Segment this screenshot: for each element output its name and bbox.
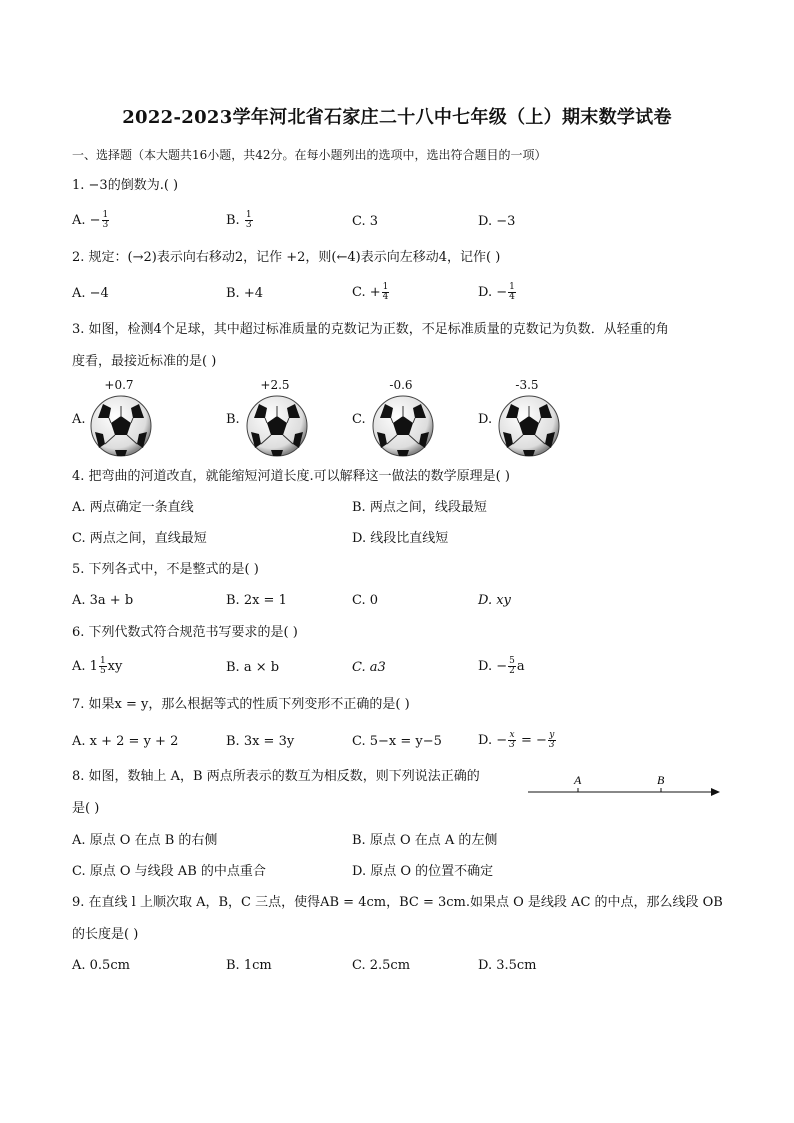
question-1-option-c: C. 3: [352, 214, 379, 229]
question-3-option-a: A.: [72, 412, 86, 427]
question-9-option-a: A. 0.5cm: [72, 958, 130, 973]
question-2-option-b: B. +4: [226, 286, 263, 301]
ball-d-mass-label: -3.5: [515, 378, 539, 392]
question-1-option-a: A. − $\frac{1}{3}$: [72, 210, 109, 230]
ball-c-mass-label: -0.6: [389, 378, 413, 392]
soccer-ball-icon: [89, 394, 153, 458]
question-8-stem-line-2: 是( ): [72, 801, 100, 816]
question-5-stem: 5. 下列各式中，不是整式的是( ): [72, 562, 259, 577]
question-8-option-c: C. 原点 O 与线段 AB 的中点重合: [72, 864, 266, 879]
question-2-stem: 2. 规定：(→2)表示向右移动2，记作 +2，则(←4)表示向左移动4，记作( ): [72, 250, 501, 265]
question-3-option-d: D.: [478, 412, 493, 427]
question-6-stem: 6. 下列代数式符合规范书写要求的是( ): [72, 625, 298, 640]
point-a-label: A: [574, 773, 582, 787]
question-4-option-b: B. 两点之间，线段最短: [352, 500, 487, 515]
question-1-option-d: D. −3: [478, 214, 516, 229]
question-2-option-a: A. −4: [72, 286, 109, 301]
question-4-option-d: D. 线段比直线短: [352, 531, 449, 546]
question-5-option-c: C. 0: [352, 593, 379, 608]
question-2-option-c: C. + $\frac{1}{4}$: [352, 282, 389, 302]
question-8-option-b: B. 原点 O 在点 A 的左侧: [352, 833, 498, 848]
question-5-option-a: A. 3a + b: [72, 593, 134, 608]
question-5-option-d: D. xy: [478, 593, 511, 608]
question-4-stem: 4. 把弯曲的河道改直，就能缩短河道长度.可以解释这一做法的数学原理是( ): [72, 469, 510, 484]
question-8-option-d: D. 原点 O 的位置不确定: [352, 864, 494, 879]
question-9-stem-line-1: 9. 在直线 l 上顺次取 A，B，C 三点，使得AB = 4cm，BC = 3cm.如果点 O 是线段 AC 的中点，那么线段 OB: [72, 895, 723, 910]
question-3-option-b: B.: [226, 412, 240, 427]
question-5-option-b: B. 2x = 1: [226, 593, 287, 608]
question-1-stem: 1. −3的倒数为.( ): [72, 178, 179, 193]
question-7-option-c: C. 5−x = y−5: [352, 734, 442, 749]
question-2-option-d: D. − $\frac{1}{4}$: [478, 282, 515, 302]
question-9-stem-line-2: 的长度是( ): [72, 927, 139, 942]
soccer-ball-icon: [497, 394, 561, 458]
question-9-option-d: D. 3.5cm: [478, 958, 537, 973]
question-3-stem-line-2: 度看，最接近标准的是( ): [72, 354, 217, 369]
question-7-stem: 7. 如果x = y，那么根据等式的性质下列变形不正确的是( ): [72, 697, 410, 712]
question-3-stem-line-1: 3. 如图，检测4个足球，其中超过标准质量的克数记为正数，不足标准质量的克数记为负数．从轻重的角: [72, 322, 669, 337]
point-b-label: B: [657, 773, 665, 787]
question-1-option-b: B. $\frac{1}{3}$: [226, 210, 252, 230]
question-6-option-a: A. 1 $\frac{1}{5}$ xy: [72, 656, 123, 676]
soccer-ball-icon: [245, 394, 309, 458]
question-9-option-b: B. 1cm: [226, 958, 272, 973]
question-8-stem-line-1: 8. 如图，数轴上 A，B 两点所表示的数互为相反数，则下列说法正确的: [72, 769, 480, 784]
exam-title: 2022-2023学年河北省石家庄二十八中七年级（上）期末数学试卷: [122, 107, 672, 128]
soccer-ball-icon: [371, 394, 435, 458]
question-4-option-c: C. 两点之间，直线最短: [72, 531, 207, 546]
question-7-option-d: D. − $\frac{x}{3}$ = − $\frac{y}{3}$: [478, 730, 555, 750]
question-7-option-b: B. 3x = 3y: [226, 734, 295, 749]
section-heading: 一、选择题（本大题共16小题，共42分。在每小题列出的选项中，选出符合题目的一项）: [72, 148, 547, 162]
question-6-option-b: B. a × b: [226, 660, 280, 675]
question-8-option-a: A. 原点 O 在点 B 的右侧: [72, 833, 218, 848]
question-9-option-c: C. 2.5cm: [352, 958, 411, 973]
question-4-option-a: A. 两点确定一条直线: [72, 500, 194, 515]
question-7-option-a: A. x + 2 = y + 2: [72, 734, 179, 749]
number-line-diagram: [528, 770, 720, 800]
question-6-option-d: D. − $\frac{5}{2}$ a: [478, 656, 525, 676]
number-line-arrow-icon: [711, 788, 720, 796]
ball-a-mass-label: +0.7: [104, 378, 134, 392]
ball-b-mass-label: +2.5: [260, 378, 290, 392]
question-6-option-c: C. a3: [352, 660, 386, 675]
question-3-option-c: C.: [352, 412, 366, 427]
